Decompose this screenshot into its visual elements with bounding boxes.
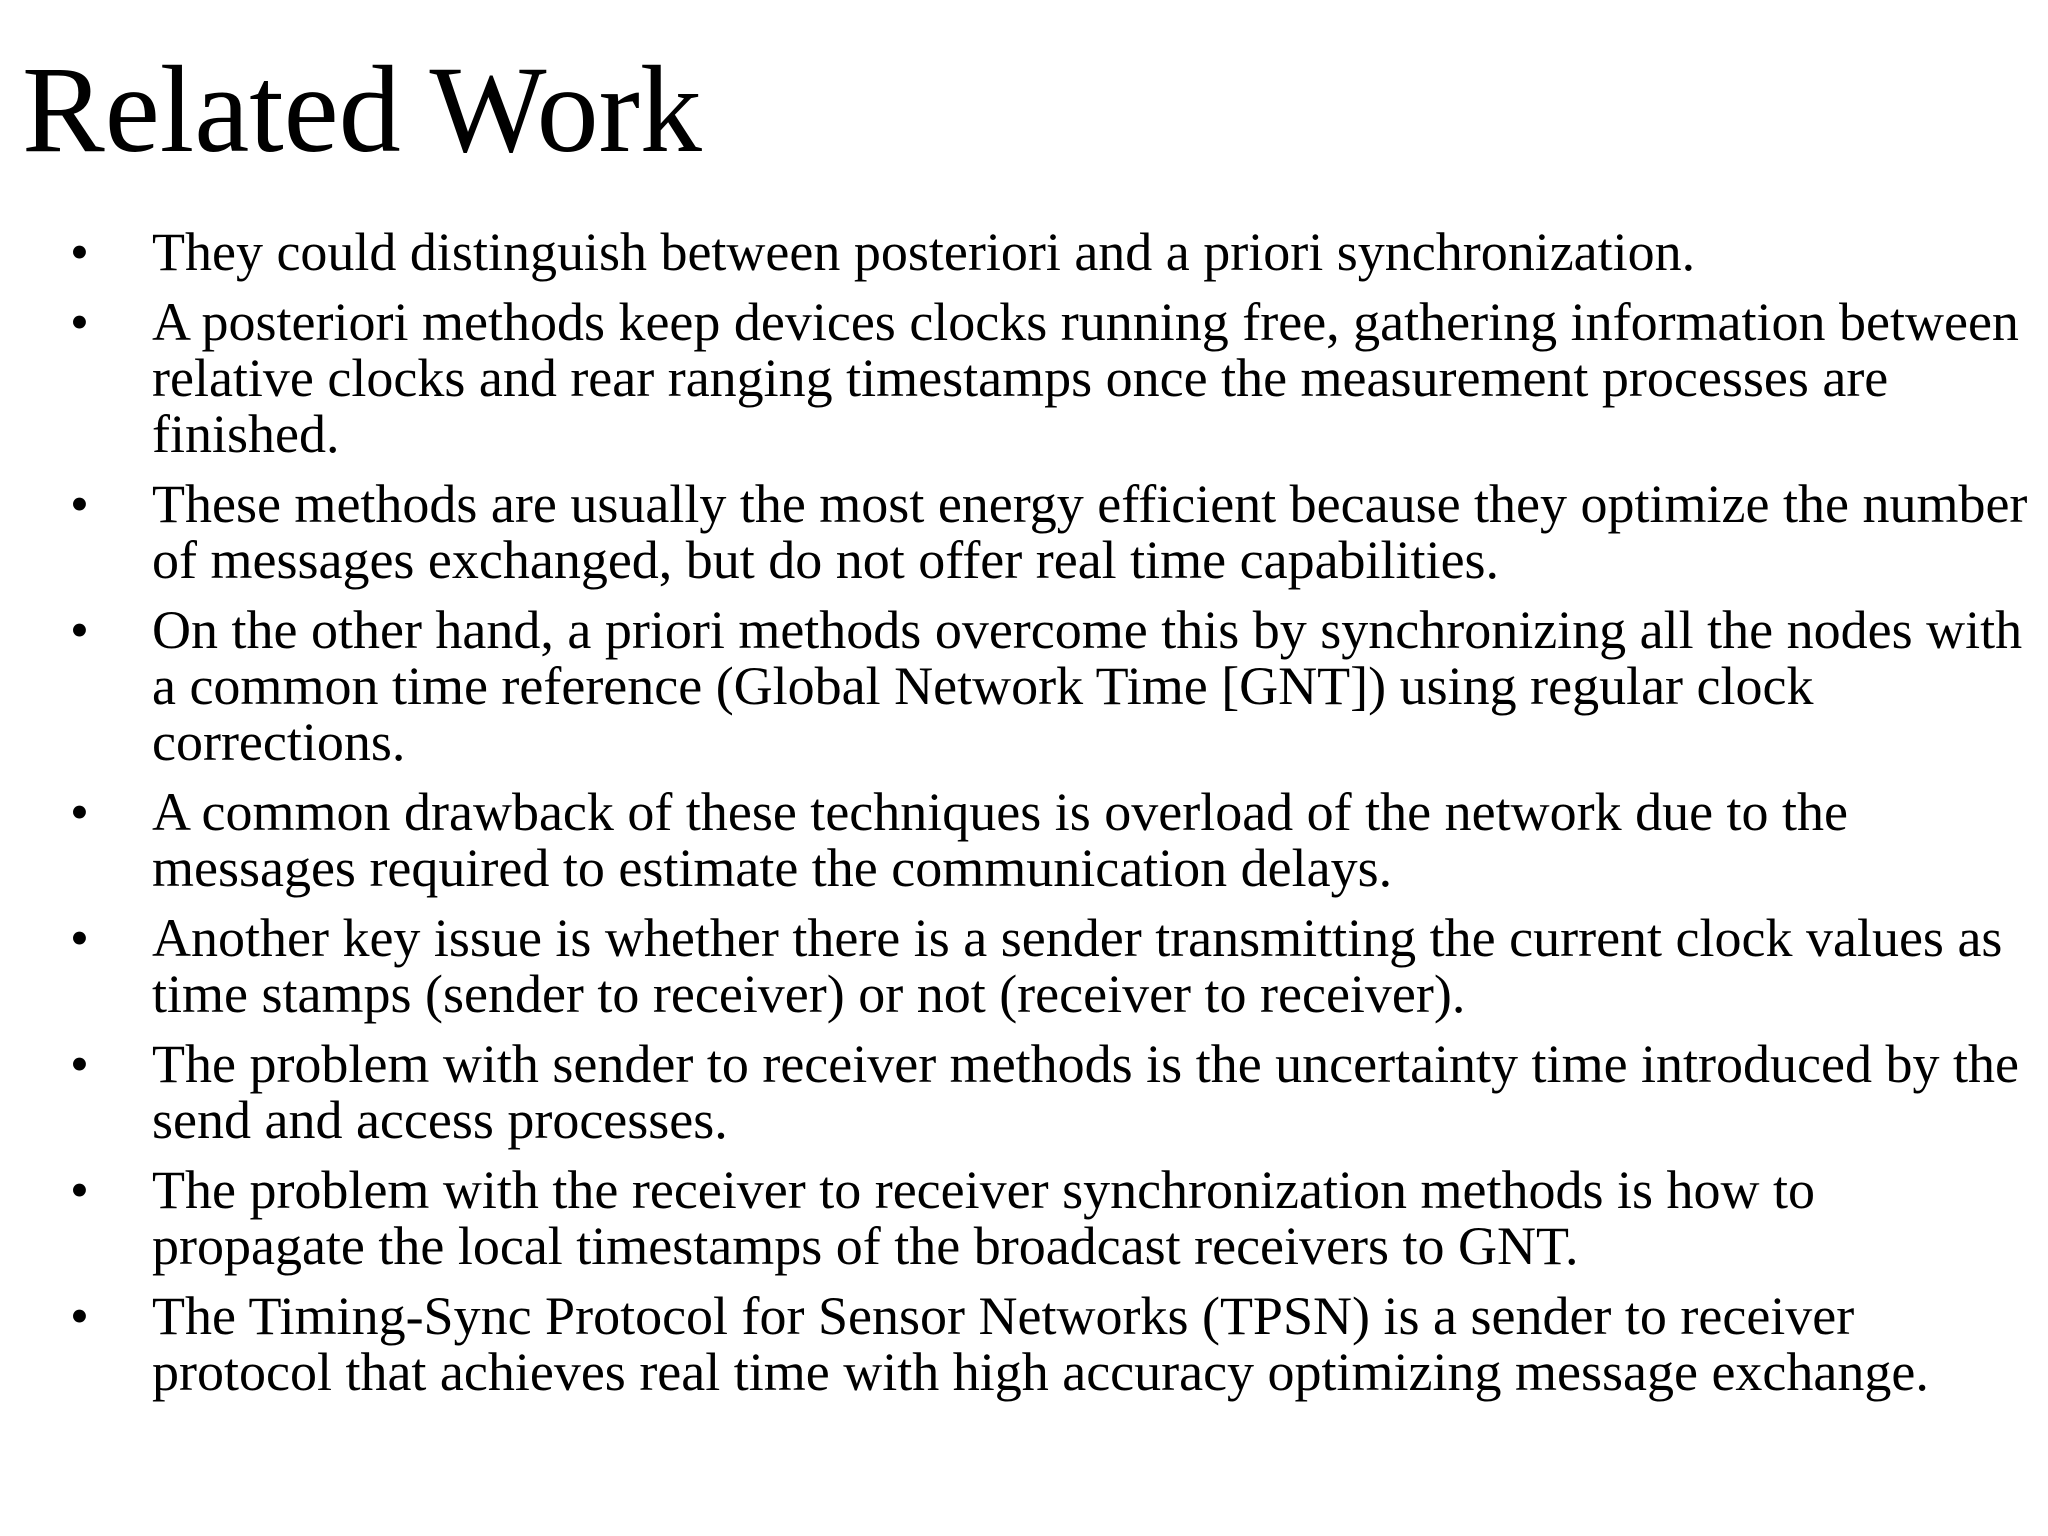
bullet-item [0,294,2048,462]
bullet-item [0,602,2048,770]
bullet-text: They could distinguish between posteriori and a priori synchronization. [152,222,1696,282]
bullet-icon: • [70,222,89,282]
bullet-icon: • [70,600,89,660]
bullet-item [0,910,2048,1022]
bullet-text: A common drawback of these techniques is overload of the network due to the messages required to estimate the communication delays. [152,782,1849,898]
bullet-text: On the other hand, a priori methods overcome this by synchronizing all the nodes with a common time reference (Global Network Time [GNT]) using regular clock corrections. [152,600,2023,772]
bullet-icon: • [70,1160,89,1220]
bullet-icon: • [70,1034,89,1094]
bullet-text: The problem with sender to receiver methods is the uncertainty time introduced by the send and access processes. [152,1034,2019,1150]
bullet-item [0,784,2048,896]
bullet-icon: • [70,474,89,534]
bullet-item [0,224,2048,280]
bullet-icon: • [70,292,89,352]
bullet-item [0,476,2048,588]
bullet-icon: • [70,908,89,968]
bullet-item [0,1162,2048,1274]
slide-title: Related Work [22,41,702,178]
bullet-text: A posteriori methods keep devices clocks running free, gathering information between relative clocks and rear ranging timestamps once the measurement processes are finished. [152,292,2019,464]
bullet-item [0,1288,2048,1400]
bullet-icon: • [70,782,89,842]
bullet-text: Another key issue is whether there is a sender transmitting the current clock values as time stamps (sender to receiver) or not (receiver to receiver). [152,908,2003,1024]
bullet-text: These methods are usually the most energy efficient because they optimize the number of messages exchanged, but do not offer real time capabilities. [152,474,2028,590]
bullet-text: The problem with the receiver to receiver synchronization methods is how to propagate the local timestamps of the broadcast receivers to GNT. [152,1160,1815,1276]
bullet-item [0,1036,2048,1148]
bullet-list [0,224,2048,1414]
bullet-text: The Timing-Sync Protocol for Sensor Networks (TPSN) is a sender to receiver protocol that achieves real time with high accuracy optimizing message exchange. [152,1286,1929,1402]
bullet-icon: • [70,1286,89,1346]
